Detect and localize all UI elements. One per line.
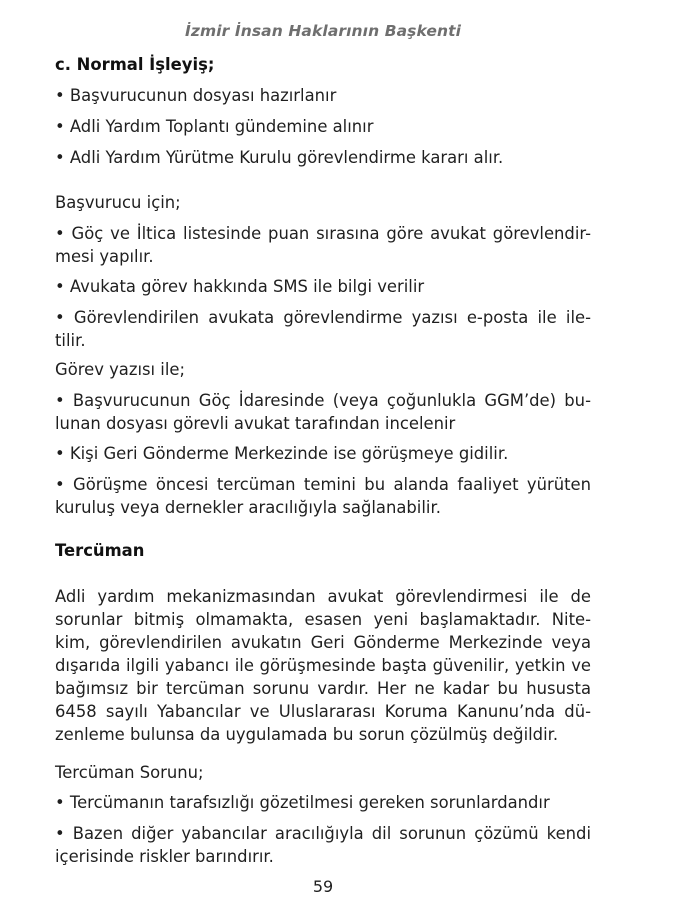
paragraph-line: Adli yardım mekanizmasından avukat görevlendirmesi ile de xyxy=(55,587,591,606)
bullet-line: tilir. xyxy=(55,331,86,350)
paragraph-line: 6458 sayılı Yabancılar ve Uluslararası Koruma Kanunu’nda dü- xyxy=(55,702,591,721)
bullet-line: • Göç ve İltica listesinde puan sırasına göre avukat görevlendir- xyxy=(55,224,591,243)
applicant-bullet-2 xyxy=(55,275,591,298)
paragraph-line: kim, görevlendirilen avukatın Geri Gönderme Merkezinde veya xyxy=(55,633,591,652)
bullet-line: içerisinde riskler barındırır. xyxy=(55,847,274,866)
running-head: İzmir İnsan Haklarının Başkenti xyxy=(184,22,462,40)
translator-problem-intro: Tercüman Sorunu; xyxy=(55,763,204,782)
section-c-bullet-3 xyxy=(55,146,591,169)
paragraph-line: zenleme bulunsa da uygulamada bu sorun çözülmüş değildir. xyxy=(55,725,559,744)
applicant-intro: Başvurucu için; xyxy=(55,193,181,212)
task-letter-intro: Görev yazısı ile; xyxy=(55,360,186,379)
bullet-line: • Başvurucunun dosyası hazırlanır xyxy=(55,86,337,105)
section-c-heading: c. Normal İşleyiş; xyxy=(55,55,215,74)
applicant-bullet-3 xyxy=(55,306,591,352)
bullet-line: • Adli Yardım Yürütme Kurulu görevlendirme kararı alır. xyxy=(55,148,504,167)
translator-paragraph xyxy=(55,585,591,746)
paragraph-line: bağımsız bir tercüman sorunu vardır. Her ne kadar bu hususta xyxy=(55,679,591,698)
bullet-line: • Görüşme öncesi tercüman temini bu alanda faaliyet yürüten xyxy=(55,475,591,494)
bullet-line: • Bazen diğer yabancılar aracılığıyla dil sorunun çözümü kendi xyxy=(55,824,591,843)
section-c-bullet-1 xyxy=(55,84,591,107)
bullet-line: kuruluş veya dernekler aracılığıyla sağlanabilir. xyxy=(55,498,441,517)
task-letter-bullet-2 xyxy=(55,442,591,465)
translator-problem-bullet-1 xyxy=(55,791,591,814)
page-number: 59 xyxy=(312,877,334,896)
section-c-bullet-2 xyxy=(55,115,591,138)
bullet-line: • Adli Yardım Toplantı gündemine alınır xyxy=(55,117,374,136)
translator-problem-bullet-2 xyxy=(55,822,591,868)
bullet-line: mesi yapılır. xyxy=(55,247,154,266)
paragraph-line: sorunlar bitmiş olmamakta, esasen yeni başlamaktadır. Nite- xyxy=(55,610,591,629)
translator-heading: Tercüman xyxy=(55,541,145,560)
bullet-line: • Tercümanın tarafsızlığı gözetilmesi gereken sorunlardandır xyxy=(55,793,550,812)
paragraph-line: dışarıda ilgili yabancı ile görüşmesinde başta güvenilir, yetkin ve xyxy=(55,656,591,675)
bullet-line: • Görevlendirilen avukata görevlendirme yazısı e-posta ile ile- xyxy=(55,308,591,327)
task-letter-bullet-3 xyxy=(55,473,591,519)
bullet-line: lunan dosyası görevli avukat tarafından incelenir xyxy=(55,414,456,433)
bullet-line: • Kişi Geri Gönderme Merkezinde ise görüşmeye gidilir. xyxy=(55,444,509,463)
applicant-bullet-1 xyxy=(55,222,591,268)
bullet-line: • Avukata görev hakkında SMS ile bilgi verilir xyxy=(55,277,425,296)
task-letter-bullet-1 xyxy=(55,389,591,435)
bullet-line: • Başvurucunun Göç İdaresinde (veya çoğunlukla GGM’de) bu- xyxy=(55,391,591,410)
